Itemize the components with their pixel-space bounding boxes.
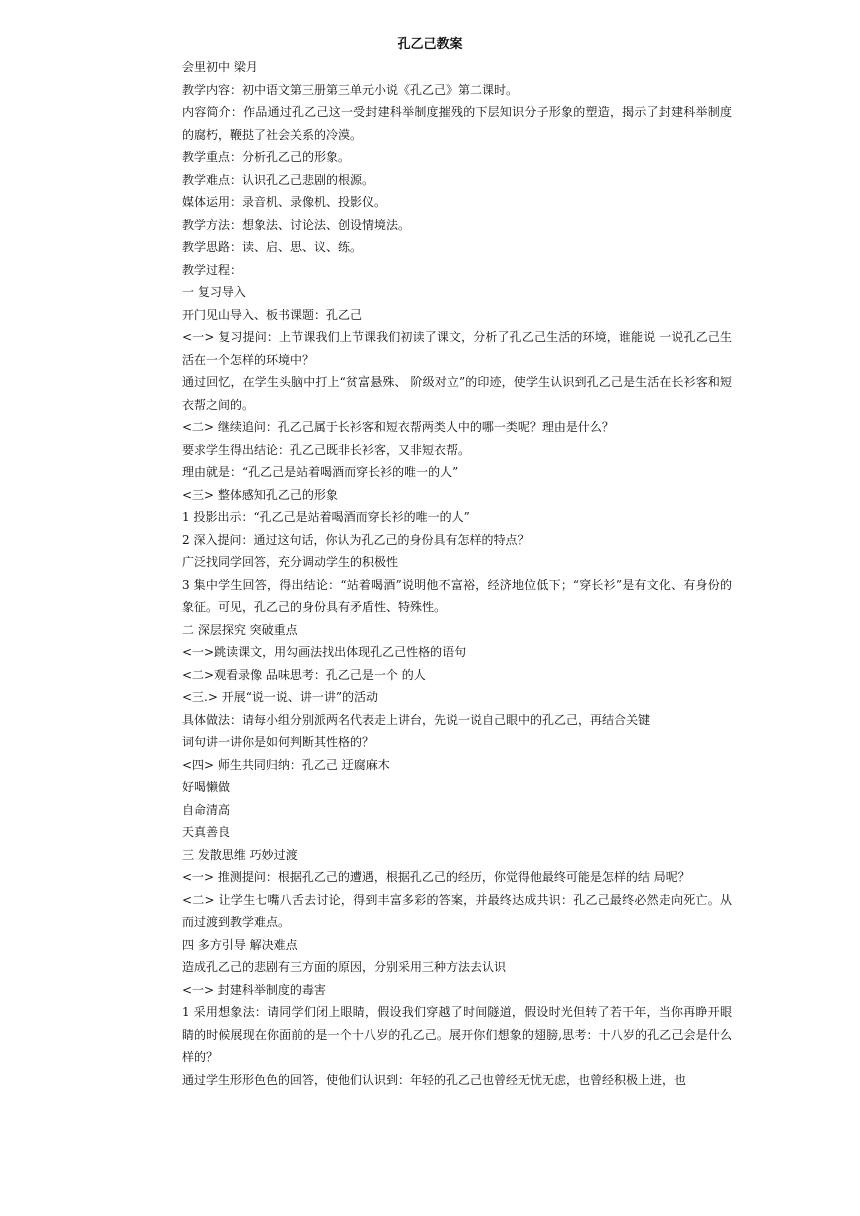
- document-paragraph: 2 深入提问：通过这句话，你认为孔乙己的身份具有怎样的特点？: [182, 532, 530, 547]
- document-paragraph: 通过回忆，在学生头脑中打上“贫富悬殊、 阶级对立”的印迹，使学生认识到孔乙己是生活在长衫客和短衣帮之间的。: [182, 375, 732, 412]
- document-paragraph: 教学过程：: [182, 262, 243, 277]
- document-paragraph: 四 多方引导 解决难点: [182, 937, 298, 952]
- document-paragraph: 自命清高: [182, 802, 231, 817]
- document-paragraph: 要求学生得出结论：孔乙己既非长衫客，又非短衣帮。: [182, 442, 471, 457]
- document-paragraph: 一 复习导入: [182, 285, 246, 299]
- document-paragraph: 天真善良: [182, 825, 231, 839]
- document-paragraph: <一> 推测提问：根据孔乙己的遭遇，根据孔乙己的经历，你觉得他最终可能是怎样的结 局呢？: [182, 870, 690, 884]
- document-paragraph: <二>观看录像 品味思考：孔乙己是一个 的人: [182, 667, 426, 682]
- document-paragraph: 造成孔乙己的悲剧有三方面的原因，分别采用三种方法去认识: [182, 960, 507, 974]
- document-paragraph: 教学内容：初中语文第三册第三单元小说《孔乙己》第二课时。: [182, 82, 519, 97]
- document-paragraph: <一> 复习提问：上节课我们上节课我们初读了课文，分析了孔乙己生活的环境，谁能说 一说孔乙己生活在一个怎样的环境中？: [182, 330, 732, 367]
- document-body: [182, 56, 732, 1091]
- document-paragraph: <四> 师生共同归纳：孔乙己 迂腐麻木: [182, 757, 390, 772]
- document-title: 孔乙己教案: [397, 37, 463, 52]
- document-paragraph: <三> 整体感知孔乙己的形象: [182, 487, 338, 502]
- document-paragraph: 广泛找同学回答，充分调动学生的积极性: [182, 555, 399, 569]
- document-paragraph: 词句讲一讲你是如何判断其性格的？: [182, 735, 375, 749]
- document-paragraph: 三 发散思维 巧妙过渡: [182, 847, 298, 862]
- document-paragraph: 通过学生形形色色的回答，使他们认识到：年轻的孔乙己也曾经无忧无虑，也曾经积极上进，也: [182, 1072, 687, 1087]
- document-paragraph: 理由就是：“孔乙己是站着喝酒而穿长衫的唯一的人”: [182, 465, 459, 479]
- document-paragraph: 1 采用想象法：请同学们闭上眼睛，假设我们穿越了时间隧道，假设时光但转了若干年，当你再睁开眼睛的时候展现在你面前的是一个十八岁的孔乙己。展开你们想象的翅膀,思考：十八岁的孔乙己会是什么样的？: [182, 1005, 732, 1064]
- document-paragraph: 好喝懒做: [182, 780, 231, 794]
- document-paragraph: 3 集中学生回答，得出结论：“站着喝酒”说明他不富裕，经济地位低下；“穿长衫”是有文化、有身份的象征。可见，孔乙己的身份具有矛盾性、特殊性。: [182, 577, 732, 614]
- document-paragraph: 内容简介：作品通过孔乙己这一受封建科举制度摧残的下层知识分子形象的塑造，揭示了封建科举制度的腐朽，鞭挞了社会关系的冷漠。: [182, 105, 732, 142]
- document-paragraph: 开门见山导入、板书课题：孔乙己: [182, 307, 363, 322]
- document-paragraph: <三.> 开展“说一说、讲一讲”的活动: [182, 690, 379, 704]
- document-paragraph: 1 投影出示：“孔乙己是站着喝酒而穿长衫的唯一的人”: [182, 510, 470, 524]
- document-paragraph: 教学难点：认识孔乙己悲剧的根源。: [182, 172, 375, 187]
- document-paragraph: 会里初中 梁月: [182, 60, 258, 74]
- document-paragraph: <一>跳读课文，用勾画法找出体现孔乙己性格的语句: [182, 645, 467, 659]
- document-paragraph: 媒体运用：录音机、录像机、投影仪。: [182, 195, 387, 209]
- document-paragraph: 教学思路：读、启、思、议、练。: [182, 240, 363, 254]
- document-paragraph: 教学重点：分析孔乙己的形象。: [182, 150, 351, 164]
- document-paragraph: 二 深层探究 突破重点: [182, 622, 298, 637]
- document-paragraph: 具体做法：请每小组分别派两名代表走上讲台，先说一说自己眼中的孔乙己，再结合关键: [182, 712, 651, 727]
- document-paragraph: 教学方法：想象法、讨论法、创设情境法。: [182, 217, 411, 232]
- document-paragraph: <一> 封建科举制度的毒害: [182, 982, 326, 997]
- document-paragraph: <二> 继续追问：孔乙己属于长衫客和短衣帮两类人中的哪一类呢？理由是什么？: [182, 420, 614, 434]
- document-paragraph: <二> 让学生七嘴八舌去讨论，得到丰富多彩的答案，并最终达成共识：孔乙己最终必然走向死亡。从而过渡到教学难点。: [182, 892, 732, 929]
